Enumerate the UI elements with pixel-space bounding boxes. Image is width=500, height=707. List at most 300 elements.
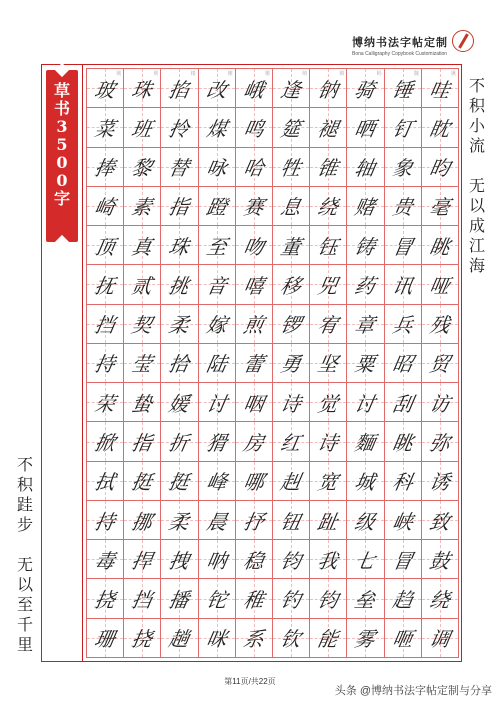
cursive-glyph: 宽 xyxy=(315,470,341,495)
slogan-char: 步 xyxy=(16,515,33,534)
cursive-glyph: 系 xyxy=(241,627,266,652)
cursive-glyph: 钧 xyxy=(278,548,303,573)
grid-cell xyxy=(236,462,273,501)
grid-cell xyxy=(273,422,310,461)
grid-cell xyxy=(385,344,422,383)
grid-cell xyxy=(422,619,459,658)
grid-cell xyxy=(161,579,198,618)
cursive-glyph: 音 xyxy=(204,273,229,298)
grid-cell xyxy=(310,383,347,422)
grid-cell xyxy=(385,422,422,461)
cursive-glyph: 咏 xyxy=(204,156,229,181)
grid-cell xyxy=(310,540,347,579)
cursive-glyph: 弥 xyxy=(427,431,452,456)
grid-cell xyxy=(347,422,384,461)
cursive-glyph: 珊 xyxy=(92,627,117,652)
grid-cell xyxy=(422,579,459,618)
cursive-glyph: 趾 xyxy=(315,509,341,534)
grid-cell xyxy=(273,619,310,658)
index-char: 城 xyxy=(116,71,122,77)
cursive-glyph: 轴 xyxy=(353,156,378,181)
grid-cell xyxy=(124,540,161,579)
cursive-glyph: 级 xyxy=(353,509,378,534)
cursive-glyph: 息 xyxy=(278,195,303,220)
cursive-glyph: 钠 xyxy=(315,77,341,102)
grid-cell xyxy=(385,501,422,540)
cursive-glyph: 房 xyxy=(241,431,266,456)
grid-cell xyxy=(310,501,347,540)
cursive-glyph: 讯 xyxy=(390,273,415,298)
cursive-glyph: 赛 xyxy=(241,195,266,220)
slogan-char: 无 xyxy=(468,176,485,195)
grid-cell xyxy=(161,69,198,108)
grid-cell xyxy=(199,501,236,540)
cursive-glyph: 刮 xyxy=(390,391,415,416)
grid-cell xyxy=(273,344,310,383)
cursive-glyph: 哪 xyxy=(241,470,266,495)
grid-cell xyxy=(385,540,422,579)
cursive-glyph: 播 xyxy=(167,588,192,613)
title-char: 3 xyxy=(56,117,68,136)
slogan-char: 积 xyxy=(16,475,33,494)
grid-cell xyxy=(236,344,273,383)
grid-cell xyxy=(236,422,273,461)
grid-cell xyxy=(347,619,384,658)
cursive-glyph: 煤 xyxy=(204,116,229,141)
grid-cell xyxy=(161,305,198,344)
cursive-glyph: 鼓 xyxy=(427,548,452,573)
grid-cell xyxy=(161,344,198,383)
grid-cell xyxy=(161,265,198,304)
cursive-glyph: 绕 xyxy=(315,195,341,220)
grid-cell xyxy=(236,383,273,422)
slogan-char: 积 xyxy=(468,96,485,115)
cursive-glyph: 褪 xyxy=(315,116,341,141)
grid-cell xyxy=(161,226,198,265)
cursive-glyph: 致 xyxy=(427,509,452,534)
grid-cell xyxy=(124,69,161,108)
grid-cell xyxy=(87,619,124,658)
cursive-glyph: 勇 xyxy=(278,352,303,377)
cursive-glyph: 锥 xyxy=(315,156,341,181)
grid-cell xyxy=(87,305,124,344)
index-char: 荆 xyxy=(153,71,159,77)
cursive-glyph: 趋 xyxy=(390,588,415,613)
title-char: 草 xyxy=(53,81,70,100)
cursive-glyph: 七 xyxy=(353,548,378,573)
cursive-glyph: 牲 xyxy=(278,156,303,181)
grid-cell xyxy=(236,187,273,226)
grid-cell xyxy=(124,344,161,383)
cursive-glyph: 稳 xyxy=(241,548,266,573)
page-number: 第11页/共22页 xyxy=(224,677,276,686)
cursive-glyph: 钓 xyxy=(278,588,303,613)
cursive-glyph: 能 xyxy=(315,627,341,652)
cursive-glyph: 挺 xyxy=(129,470,155,495)
grid-cell xyxy=(273,501,310,540)
cursive-glyph: 柔 xyxy=(167,509,192,534)
cursive-glyph: 觉 xyxy=(315,391,341,416)
cursive-glyph: 玻 xyxy=(92,77,117,102)
cursive-glyph: 蹬 xyxy=(204,195,229,220)
cursive-glyph: 挪 xyxy=(129,509,155,534)
grid-cell xyxy=(385,108,422,147)
grid-cell xyxy=(161,108,198,147)
cursive-glyph: 绕 xyxy=(427,588,452,613)
cursive-glyph: 坚 xyxy=(315,352,341,377)
grid-cell xyxy=(422,305,459,344)
grid-cell xyxy=(273,383,310,422)
grid-cell xyxy=(422,69,459,108)
grid-cell xyxy=(385,187,422,226)
cursive-glyph: 赌 xyxy=(353,195,378,220)
grid-cell xyxy=(236,148,273,187)
cursive-glyph: 荣 xyxy=(92,391,117,416)
grid-cell xyxy=(422,462,459,501)
cursive-glyph: 逢 xyxy=(278,77,303,102)
cursive-glyph: 至 xyxy=(204,234,229,259)
slogan-char: 以 xyxy=(468,196,485,215)
grid-cell xyxy=(310,579,347,618)
cursive-glyph: 咂 xyxy=(390,627,415,652)
slogan-char: 至 xyxy=(16,595,33,614)
grid-cell xyxy=(385,148,422,187)
cursive-glyph: 咪 xyxy=(204,627,229,652)
cursive-glyph: 鸣 xyxy=(241,116,266,141)
grid-cell xyxy=(199,344,236,383)
grid-cell xyxy=(87,108,124,147)
slogan-char: 跬 xyxy=(16,495,33,514)
cursive-glyph: 昭 xyxy=(390,352,415,377)
grid-cell xyxy=(310,187,347,226)
grid-cell xyxy=(199,579,236,618)
grid-cell xyxy=(161,540,198,579)
grid-cell xyxy=(161,619,198,658)
cursive-glyph: 蛰 xyxy=(129,391,155,416)
cursive-glyph: 柔 xyxy=(167,313,192,338)
grid-cell xyxy=(124,501,161,540)
cursive-glyph: 毫 xyxy=(427,195,452,220)
cursive-glyph: 掀 xyxy=(92,431,117,456)
cursive-glyph: 骑 xyxy=(353,77,378,102)
grid-cell xyxy=(87,187,124,226)
cursive-glyph: 指 xyxy=(129,431,155,456)
grid-cell xyxy=(310,148,347,187)
index-char: 纳 xyxy=(302,71,308,77)
cursive-glyph: 锣 xyxy=(278,313,303,338)
grid-cell xyxy=(347,69,384,108)
cursive-glyph: 宥 xyxy=(315,313,341,338)
grid-cell xyxy=(236,108,273,147)
brush-pen-logo-icon xyxy=(452,30,474,52)
cursive-glyph: 峡 xyxy=(390,509,415,534)
cursive-glyph: 讨 xyxy=(353,391,378,416)
grid-cell xyxy=(273,108,310,147)
grid-cell xyxy=(124,422,161,461)
grid-cell xyxy=(422,422,459,461)
grid-cell xyxy=(87,462,124,501)
cursive-glyph: 珠 xyxy=(167,234,192,259)
cursive-glyph: 兵 xyxy=(390,313,415,338)
cursive-glyph: 捧 xyxy=(92,156,117,181)
grid-cell xyxy=(161,422,198,461)
cursive-glyph: 董 xyxy=(278,234,303,259)
grid-cell xyxy=(87,226,124,265)
title-char: 字 xyxy=(53,189,70,208)
cursive-glyph: 诱 xyxy=(427,470,452,495)
grid-cell xyxy=(347,108,384,147)
grid-cell xyxy=(273,148,310,187)
slogan-left xyxy=(14,455,36,655)
grid-cell xyxy=(87,579,124,618)
grid-cell xyxy=(310,344,347,383)
grid-cell xyxy=(385,383,422,422)
cursive-glyph: 峰 xyxy=(204,470,229,495)
cursive-glyph: 兕 xyxy=(315,273,341,298)
grid-cell xyxy=(273,579,310,618)
grid-cell xyxy=(87,501,124,540)
cursive-glyph: 挠 xyxy=(129,627,155,652)
grid-cell xyxy=(124,579,161,618)
cursive-glyph: 哑 xyxy=(427,273,452,298)
index-char: 魏 xyxy=(413,71,419,77)
grid-cell xyxy=(273,69,310,108)
grid-cell xyxy=(347,187,384,226)
grid-cell xyxy=(347,148,384,187)
grid-cell xyxy=(124,265,161,304)
cursive-glyph: 持 xyxy=(92,352,117,377)
index-char: 哪 xyxy=(264,71,270,77)
slogan-char: 不 xyxy=(468,76,485,95)
grid-cell xyxy=(422,501,459,540)
cursive-glyph: 珠 xyxy=(129,77,155,102)
slogan-char: 流 xyxy=(468,136,485,155)
title-char: 0 xyxy=(56,153,68,172)
grid-cell xyxy=(385,579,422,618)
grid-cell xyxy=(199,383,236,422)
cursive-glyph: 峨 xyxy=(241,77,266,102)
grid-cell xyxy=(422,265,459,304)
grid-cell xyxy=(87,265,124,304)
grid-cell xyxy=(161,187,198,226)
cursive-glyph: 趟 xyxy=(167,627,192,652)
grid-cell xyxy=(347,540,384,579)
grid-cell xyxy=(236,305,273,344)
cursive-glyph: 顶 xyxy=(92,234,117,259)
cursive-glyph: 科 xyxy=(390,470,415,495)
grid-cell xyxy=(347,226,384,265)
cursive-glyph: 真 xyxy=(129,234,155,259)
grid-cell xyxy=(124,383,161,422)
grid-cell xyxy=(310,69,347,108)
grid-cell xyxy=(385,69,422,108)
grid-cell xyxy=(161,148,198,187)
cursive-glyph: 粟 xyxy=(353,352,378,377)
index-char: 摊 xyxy=(227,71,233,77)
grid-cell xyxy=(385,265,422,304)
cursive-glyph: 班 xyxy=(129,116,155,141)
grid-cell xyxy=(273,226,310,265)
cursive-glyph: 我 xyxy=(315,548,341,573)
grid-cell xyxy=(199,422,236,461)
grid-cell xyxy=(310,226,347,265)
cursive-glyph: 猾 xyxy=(204,431,229,456)
grid-cell xyxy=(199,265,236,304)
grid-cell xyxy=(199,148,236,187)
grid-cell xyxy=(199,187,236,226)
grid-cell xyxy=(124,187,161,226)
grid-cell xyxy=(347,383,384,422)
cursive-glyph: 晨 xyxy=(204,509,229,534)
grid-cell xyxy=(310,265,347,304)
cursive-glyph: 契 xyxy=(129,313,155,338)
slogan-char: 不 xyxy=(16,455,33,474)
cursive-glyph: 贵 xyxy=(390,195,415,220)
slogan-char: 里 xyxy=(16,635,33,654)
grid-cell xyxy=(422,226,459,265)
grid-cell xyxy=(87,422,124,461)
grid-cell xyxy=(310,619,347,658)
cursive-glyph: 访 xyxy=(427,391,452,416)
title-char: 书 xyxy=(53,99,70,118)
cursive-glyph: 钉 xyxy=(390,116,415,141)
grid-cell xyxy=(385,226,422,265)
grid-cell xyxy=(347,265,384,304)
grid-cell xyxy=(347,501,384,540)
index-char: 蚂 xyxy=(376,71,382,77)
grid-cell xyxy=(87,540,124,579)
cursive-glyph: 章 xyxy=(353,313,378,338)
cursive-glyph: 菜 xyxy=(92,116,117,141)
cursive-glyph: 嫁 xyxy=(204,313,229,338)
cursive-glyph: 稚 xyxy=(241,588,266,613)
cursive-glyph: 钦 xyxy=(278,627,303,652)
grid-cell xyxy=(422,383,459,422)
grid-cell xyxy=(310,108,347,147)
slogan-char: 以 xyxy=(16,575,33,594)
grid-cell xyxy=(236,226,273,265)
cursive-glyph: 钰 xyxy=(315,234,341,259)
index-char: 锹 xyxy=(450,71,456,77)
grid-cell xyxy=(273,187,310,226)
grid-cell xyxy=(422,187,459,226)
grid-cell xyxy=(273,265,310,304)
cursive-glyph: 移 xyxy=(278,273,303,298)
cursive-glyph: 咽 xyxy=(241,391,266,416)
brand-name-en: Bona Calligraphy Copybook Customization xyxy=(352,51,448,57)
slogan-char: 海 xyxy=(468,256,485,275)
grid-cell xyxy=(199,540,236,579)
cursive-glyph: 调 xyxy=(427,627,452,652)
cursive-glyph: 陆 xyxy=(204,352,229,377)
cursive-glyph: 锤 xyxy=(390,77,415,102)
grid-cell xyxy=(236,69,273,108)
grid-cell xyxy=(310,422,347,461)
cursive-glyph: 挠 xyxy=(92,588,117,613)
cursive-glyph: 挡 xyxy=(92,313,117,338)
cursive-glyph: 钧 xyxy=(315,588,341,613)
title-char: 0 xyxy=(56,171,68,190)
practice-grid xyxy=(86,68,459,658)
grid-cell xyxy=(347,344,384,383)
cursive-glyph: 冒 xyxy=(390,234,415,259)
cursive-glyph: 眺 xyxy=(427,234,452,259)
cursive-glyph: 昀 xyxy=(427,156,452,181)
grid-cell xyxy=(124,462,161,501)
cursive-glyph: 残 xyxy=(427,313,452,338)
grid-cell xyxy=(385,462,422,501)
cursive-glyph: 折 xyxy=(167,431,192,456)
cursive-glyph: 铊 xyxy=(204,588,229,613)
cursive-glyph: 红 xyxy=(278,431,303,456)
cursive-glyph: 贰 xyxy=(129,273,155,298)
grid-cell xyxy=(199,619,236,658)
grid-cell xyxy=(161,501,198,540)
cursive-glyph: 象 xyxy=(390,156,415,181)
grid-cell xyxy=(124,148,161,187)
grid-cell xyxy=(87,383,124,422)
cursive-glyph: 掐 xyxy=(167,77,192,102)
cursive-glyph: 诗 xyxy=(315,431,341,456)
grid-cell xyxy=(236,619,273,658)
slogan-char: 千 xyxy=(16,615,33,634)
cursive-glyph: 挡 xyxy=(129,588,155,613)
cursive-glyph: 铸 xyxy=(353,234,378,259)
grid-cell xyxy=(236,579,273,618)
grid-cell xyxy=(124,619,161,658)
grid-cell xyxy=(199,226,236,265)
grid-cell xyxy=(385,619,422,658)
cursive-glyph: 哈 xyxy=(241,156,266,181)
index-char: 楼 xyxy=(190,71,196,77)
cursive-glyph: 捍 xyxy=(129,548,155,573)
grid-cell xyxy=(124,108,161,147)
slogan-char: 江 xyxy=(468,236,485,255)
grid-cell xyxy=(347,462,384,501)
cursive-glyph: 诗 xyxy=(278,391,303,416)
cursive-glyph: 抒 xyxy=(241,509,266,534)
cursive-glyph: 素 xyxy=(129,195,155,220)
cursive-glyph: 眈 xyxy=(427,116,452,141)
index-char: 锦 xyxy=(339,71,345,77)
cursive-glyph: 雾 xyxy=(353,627,378,652)
cursive-glyph: 媛 xyxy=(167,391,192,416)
cursive-glyph: 莹 xyxy=(129,352,155,377)
cursive-glyph: 抚 xyxy=(92,273,117,298)
grid-cell xyxy=(310,462,347,501)
grid-cell xyxy=(422,344,459,383)
attribution-text: 头条 @博纳书法字帖定制与分享 xyxy=(334,685,492,697)
cursive-glyph: 挑 xyxy=(167,273,192,298)
grid-cell xyxy=(87,148,124,187)
grid-cell xyxy=(422,108,459,147)
grid-cell xyxy=(199,69,236,108)
grid-cell xyxy=(236,540,273,579)
cursive-glyph: 呐 xyxy=(204,548,229,573)
cursive-glyph: 麵 xyxy=(353,431,378,456)
cursive-glyph: 垒 xyxy=(353,588,378,613)
grid-cell xyxy=(199,305,236,344)
grid-cell xyxy=(199,462,236,501)
cursive-glyph: 嘻 xyxy=(241,273,266,298)
brand-name-cn: 博纳书法字帖定制 xyxy=(352,36,448,49)
cursive-glyph: 讨 xyxy=(204,391,229,416)
slogan-char: 无 xyxy=(16,555,33,574)
cursive-glyph: 崎 xyxy=(92,195,117,220)
slogan-gap xyxy=(14,535,36,555)
cursive-glyph: 哇 xyxy=(427,77,452,102)
cursive-glyph: 钮 xyxy=(278,509,303,534)
